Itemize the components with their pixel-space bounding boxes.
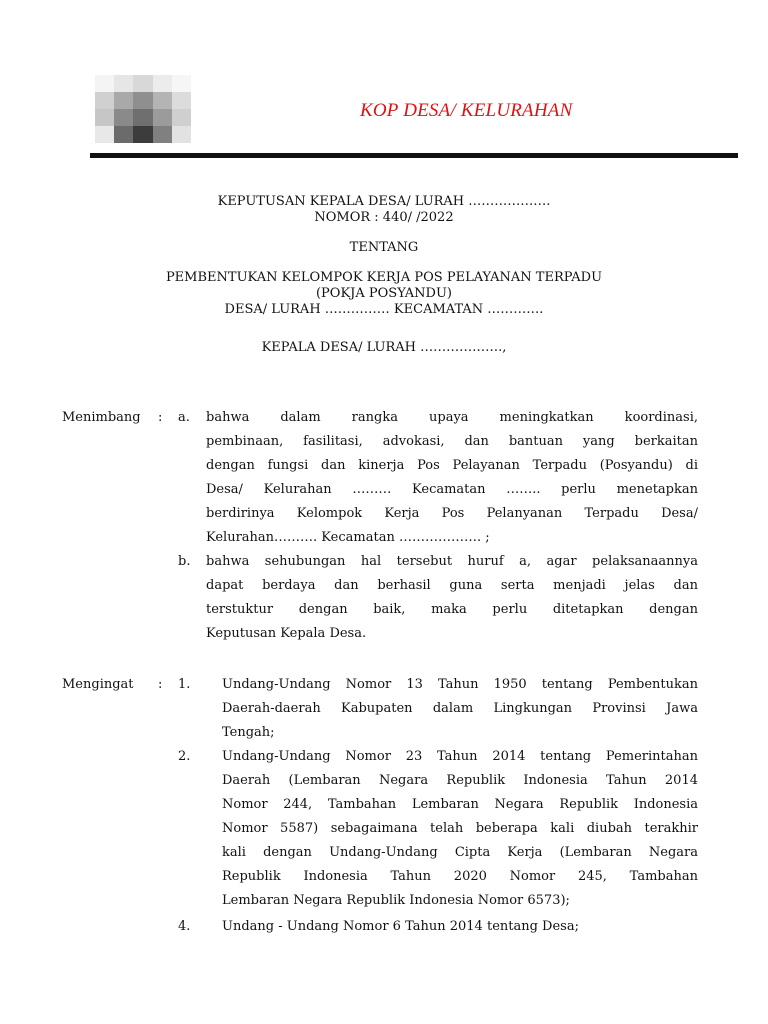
mengingat-colon: :	[158, 677, 163, 692]
decree-about: TENTANG	[349, 240, 419, 255]
menimbang-a-line: dengan fungsi dan kinerja Pos Pelayanan Terpadu (Posyandu) di	[206, 458, 698, 473]
menimbang-a-line: bahwa dalam rangka upaya meningkatkan koordinasi,	[206, 410, 698, 425]
mengingat-1-line: Undang-Undang Nomor 13 Tahun 1950 tentang Pembentukan	[222, 677, 698, 692]
mengingat-2-line: Lembaran Negara Republik Indonesia Nomor 6573);	[222, 893, 570, 908]
mengingat-1-line: Daerah-daerah Kabupaten dalam Lingkungan Provinsi Jawa	[222, 701, 698, 716]
menimbang-b-line: dapat berdaya dan berhasil guna serta menjadi jelas dan	[206, 578, 698, 593]
menimbang-a-line: Desa/ Kelurahan ……… Kecamatan …….. perlu menetapkan	[206, 482, 698, 497]
mengingat-2-line: Nomor 5587) sebagaimana telah beberapa kali diubah terakhir	[222, 821, 698, 836]
menimbang-b-marker: b.	[178, 554, 191, 569]
letterhead-rule	[90, 153, 738, 158]
decree-subject-abbr: (POKJA POSYANDU)	[315, 286, 453, 301]
decree-subject: PEMBENTUKAN KELOMPOK KERJA POS PELAYANAN TERPADU	[165, 270, 603, 285]
mengingat-4-marker: 4.	[178, 919, 191, 934]
menimbang-b-line: Keputusan Kepala Desa.	[206, 626, 367, 641]
mengingat-4-line: Undang - Undang Nomor 6 Tahun 2014 tentang Desa;	[222, 919, 579, 934]
mengingat-1-marker: 1.	[178, 677, 191, 692]
letterhead-title: KOP DESA/ KELURAHAN	[360, 100, 573, 121]
decree-title: KEPUTUSAN KEPALA DESA/ LURAH ……………….	[217, 194, 551, 209]
mengingat-1-line: Tengah;	[222, 725, 275, 740]
menimbang-a-line: berdirinya Kelompok Kerja Pos Pelanyanan Terpadu Desa/	[206, 506, 698, 521]
mengingat-label: Mengingat	[62, 677, 134, 692]
mengingat-2-line: Nomor 244, Tambahan Lembaran Negara Republik Indonesia	[222, 797, 698, 812]
menimbang-a-line: pembinaan, fasilitasi, advokasi, dan bantuan yang berkaitan	[206, 434, 698, 449]
decree-location: DESA/ LURAH …………… KECAMATAN ………….	[224, 302, 544, 317]
decree-issuer: KEPALA DESA/ LURAH ……………….,	[261, 340, 507, 355]
menimbang-b-line: bahwa sehubungan hal tersebut huruf a, agar pelaksanaannya	[206, 554, 698, 569]
menimbang-colon: :	[158, 410, 163, 425]
menimbang-label: Menimbang	[62, 410, 141, 425]
menimbang-a-marker: a.	[178, 410, 190, 425]
mengingat-2-line: Republik Indonesia Tahun 2020 Nomor 245, Tambahan	[222, 869, 698, 884]
menimbang-b-line: terstuktur dengan baik, maka perlu ditetapkan dengan	[206, 602, 698, 617]
mengingat-2-line: kali dengan Undang-Undang Cipta Kerja (Lembaran Negara	[222, 845, 698, 860]
mengingat-2-line: Undang-Undang Nomor 23 Tahun 2014 tentang Pemerintahan	[222, 749, 698, 764]
village-logo	[95, 75, 191, 143]
decree-number: NOMOR : 440/ /2022	[314, 210, 454, 225]
menimbang-a-line: Kelurahan………. Kecamatan ………………. ;	[206, 530, 490, 545]
mengingat-2-line: Daerah (Lembaran Negara Republik Indonesia Tahun 2014	[222, 773, 698, 788]
mengingat-2-marker: 2.	[178, 749, 191, 764]
